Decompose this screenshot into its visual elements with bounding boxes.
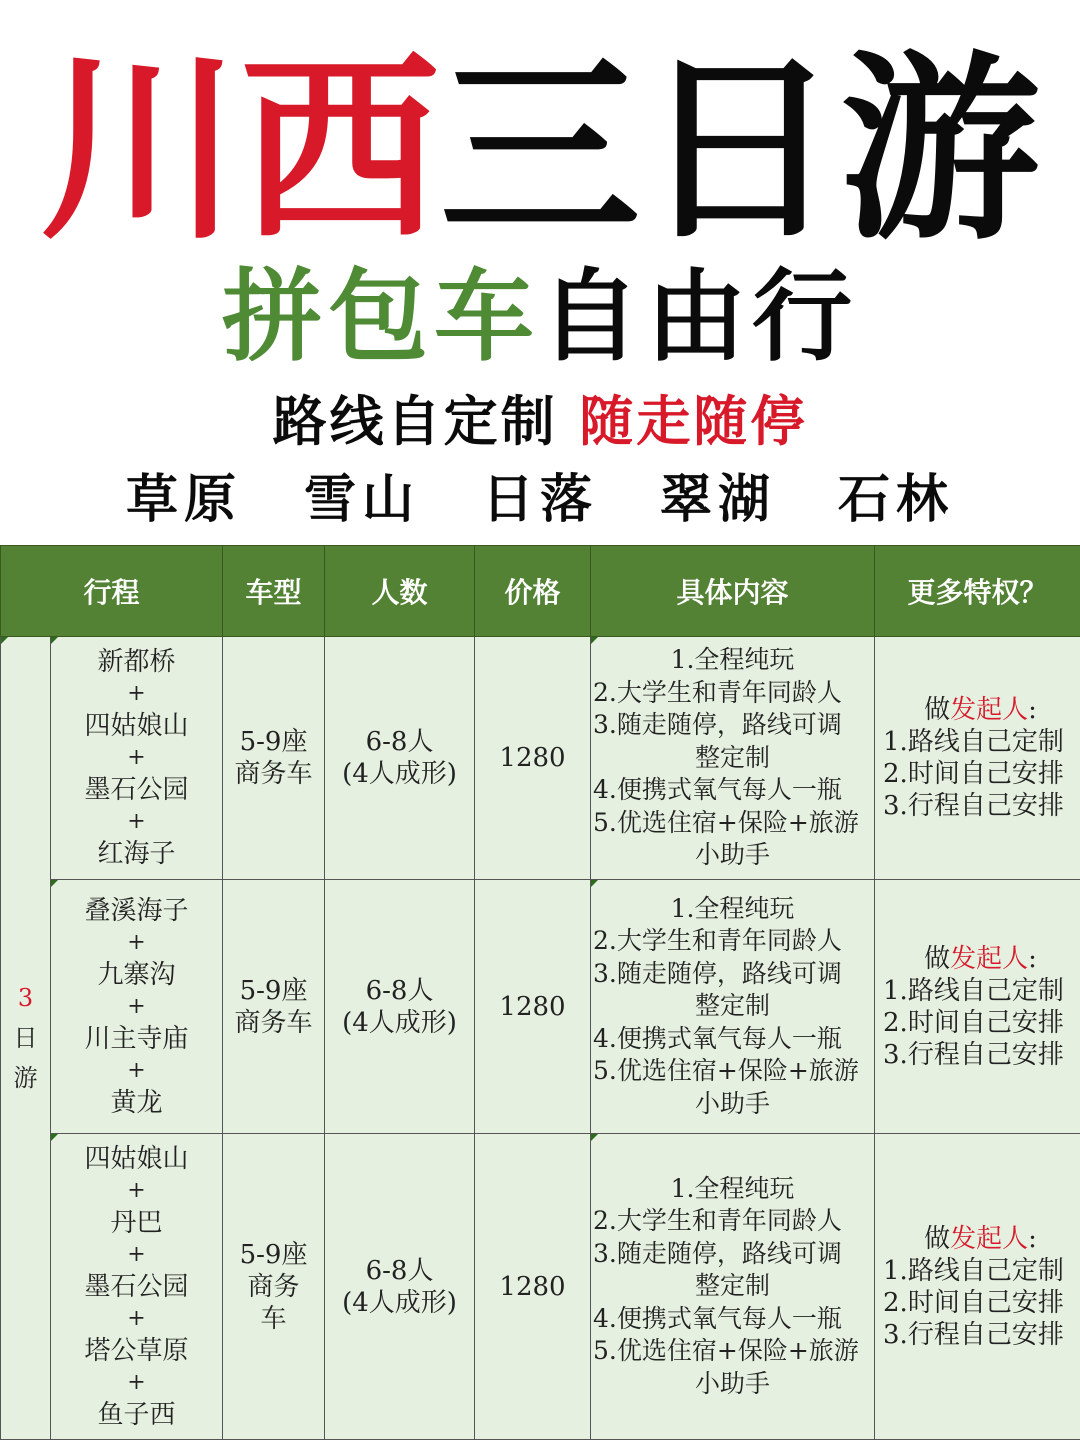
perk-item: 2.时间自己安排 <box>883 1007 1078 1039</box>
people-count: 6-8人 <box>327 726 472 758</box>
people-cell <box>325 880 475 1134</box>
route-stop: 鱼子西 <box>53 1399 220 1431</box>
route-plus: + <box>53 678 220 710</box>
car-seats: 5-9座 <box>225 975 322 1007</box>
content-item: 4.便携式氧气每人一瓶 <box>593 1023 872 1056</box>
content-item: 小助手 <box>593 1368 872 1401</box>
content-cell <box>591 880 875 1134</box>
perk-suffix: : <box>1028 1224 1037 1254</box>
header-price: 价格 <box>475 546 591 637</box>
header-perks: 更多特权？ <box>875 546 1080 637</box>
perk-suffix: : <box>1028 944 1037 974</box>
content-item: 小助手 <box>593 839 872 872</box>
content-item: 2.大学生和青年同龄人 <box>593 677 872 710</box>
perk-prefix: 做 <box>924 695 950 725</box>
perk-item: 2.时间自己安排 <box>883 758 1078 790</box>
car-type: 商务车 <box>225 758 322 790</box>
perk-highlight: 发起人 <box>950 944 1028 974</box>
perk-cell <box>875 1134 1080 1440</box>
route-plus: + <box>53 1303 220 1335</box>
content-item: 5.优选住宿+保险+旅游 <box>593 1335 872 1368</box>
table-row <box>1 880 1080 1134</box>
header-car: 车型 <box>223 546 325 637</box>
perk-prefix: 做 <box>924 1224 950 1254</box>
people-min: (4人成形) <box>327 1007 472 1039</box>
poster-header <box>0 0 1080 545</box>
subtitle-black-part: 自由行 <box>540 258 858 375</box>
car-type: 商务车 <box>225 1007 322 1039</box>
route-stop: 墨石公园 <box>53 1271 220 1303</box>
people-min: (4人成形) <box>327 758 472 790</box>
content-item: 2.大学生和青年同龄人 <box>593 1205 872 1238</box>
content-cell <box>591 637 875 880</box>
route-plus: + <box>53 991 220 1023</box>
perk-item: 1.路线自己定制 <box>883 1255 1078 1287</box>
car-type: 商务 <box>225 1271 322 1303</box>
people-cell <box>325 637 475 880</box>
route-plus: + <box>53 806 220 838</box>
header-content: 具体内容 <box>591 546 875 637</box>
car-seats: 5-9座 <box>225 726 322 758</box>
table-row <box>1 637 1080 880</box>
car-cell <box>223 1134 325 1440</box>
perk-item: 3.行程自己安排 <box>883 790 1078 822</box>
table-header-row <box>1 546 1080 637</box>
perk-head <box>883 943 1078 975</box>
perk-head <box>883 1223 1078 1255</box>
perk-highlight: 发起人 <box>950 1224 1028 1254</box>
price-cell: 1280 <box>475 637 591 880</box>
perk-cell <box>875 880 1080 1134</box>
route-cell <box>51 1134 223 1440</box>
route-stop: 塔公草原 <box>53 1335 220 1367</box>
car-cell <box>223 637 325 880</box>
day-label <box>1 637 51 1440</box>
subtitle-green-part: 拼包车 <box>222 258 540 375</box>
table-row <box>1 1134 1080 1440</box>
people-min: (4人成形) <box>327 1287 472 1319</box>
content-item: 小助手 <box>593 1088 872 1121</box>
main-title <box>0 40 1080 260</box>
content-item: 5.优选住宿+保险+旅游 <box>593 807 872 840</box>
content-item: 1.全程纯玩 <box>593 644 872 677</box>
price-cell: 1280 <box>475 880 591 1134</box>
content-item: 3.随走随停，路线可调 <box>593 1238 872 1271</box>
content-item: 1.全程纯玩 <box>593 893 872 926</box>
route-stop: 四姑娘山 <box>53 710 220 742</box>
route-plus: + <box>53 1239 220 1271</box>
itinerary-table <box>0 545 1080 1440</box>
perk-prefix: 做 <box>924 944 950 974</box>
route-stop: 新都桥 <box>53 646 220 678</box>
people-count: 6-8人 <box>327 1255 472 1287</box>
route-stop: 四姑娘山 <box>53 1143 220 1175</box>
route-stop: 九寨沟 <box>53 959 220 991</box>
route-stop: 叠溪海子 <box>53 895 220 927</box>
perk-head <box>883 694 1078 726</box>
content-item: 3.随走随停，路线可调 <box>593 709 872 742</box>
header-route: 行程 <box>1 546 223 637</box>
route-stop: 黄龙 <box>53 1087 220 1119</box>
content-item: 5.优选住宿+保险+旅游 <box>593 1055 872 1088</box>
people-cell <box>325 1134 475 1440</box>
perk-item: 2.时间自己安排 <box>883 1287 1078 1319</box>
car-cell <box>223 880 325 1134</box>
title-red-part: 川西 <box>40 40 440 260</box>
route-cell <box>51 880 223 1134</box>
car-type-wrap: 车 <box>225 1303 322 1335</box>
route-cell <box>51 637 223 880</box>
route-stop: 川主寺庙 <box>53 1023 220 1055</box>
content-item: 整定制 <box>593 742 872 775</box>
route-plus: + <box>53 742 220 774</box>
route-plus: + <box>53 1367 220 1399</box>
perk-cell <box>875 637 1080 880</box>
content-item: 整定制 <box>593 1270 872 1303</box>
day-unit-1: 日 <box>1 1018 50 1058</box>
perk-item: 3.行程自己安排 <box>883 1039 1078 1071</box>
content-item: 整定制 <box>593 990 872 1023</box>
tag-lake: 翠湖 <box>660 468 776 532</box>
route-plus: + <box>53 1175 220 1207</box>
perk-item: 3.行程自己安排 <box>883 1319 1078 1351</box>
perk-item: 1.路线自己定制 <box>883 726 1078 758</box>
route-stop: 红海子 <box>53 838 220 870</box>
content-item: 4.便携式氧气每人一瓶 <box>593 774 872 807</box>
content-item: 2.大学生和青年同龄人 <box>593 925 872 958</box>
perk-item: 1.路线自己定制 <box>883 975 1078 1007</box>
day-unit-2: 游 <box>1 1058 50 1098</box>
tag-grassland: 草原 <box>126 468 242 532</box>
content-cell <box>591 1134 875 1440</box>
content-item: 4.便携式氧气每人一瓶 <box>593 1303 872 1336</box>
header-people: 人数 <box>325 546 475 637</box>
price-cell: 1280 <box>475 1134 591 1440</box>
tag-snow-mountain: 雪山 <box>304 468 420 532</box>
title-black-part: 三日游 <box>440 40 1040 260</box>
tag-stone-forest: 石林 <box>838 468 954 532</box>
route-stop: 墨石公园 <box>53 774 220 806</box>
car-seats: 5-9座 <box>225 1239 322 1271</box>
perk-highlight: 发起人 <box>950 695 1028 725</box>
route-plus: + <box>53 927 220 959</box>
route-stop: 丹巴 <box>53 1207 220 1239</box>
day-number: 3 <box>1 978 50 1018</box>
slogan <box>0 390 1080 454</box>
scenery-tags <box>0 468 1080 532</box>
content-item: 1.全程纯玩 <box>593 1173 872 1206</box>
subtitle <box>0 262 1080 372</box>
content-item: 3.随走随停，路线可调 <box>593 958 872 991</box>
perk-suffix: : <box>1028 695 1037 725</box>
people-count: 6-8人 <box>327 975 472 1007</box>
route-plus: + <box>53 1055 220 1087</box>
slogan-black-part: 路线自定制 <box>273 390 558 453</box>
tag-sunset: 日落 <box>482 468 598 532</box>
slogan-red-part: 随走随停 <box>579 390 807 453</box>
